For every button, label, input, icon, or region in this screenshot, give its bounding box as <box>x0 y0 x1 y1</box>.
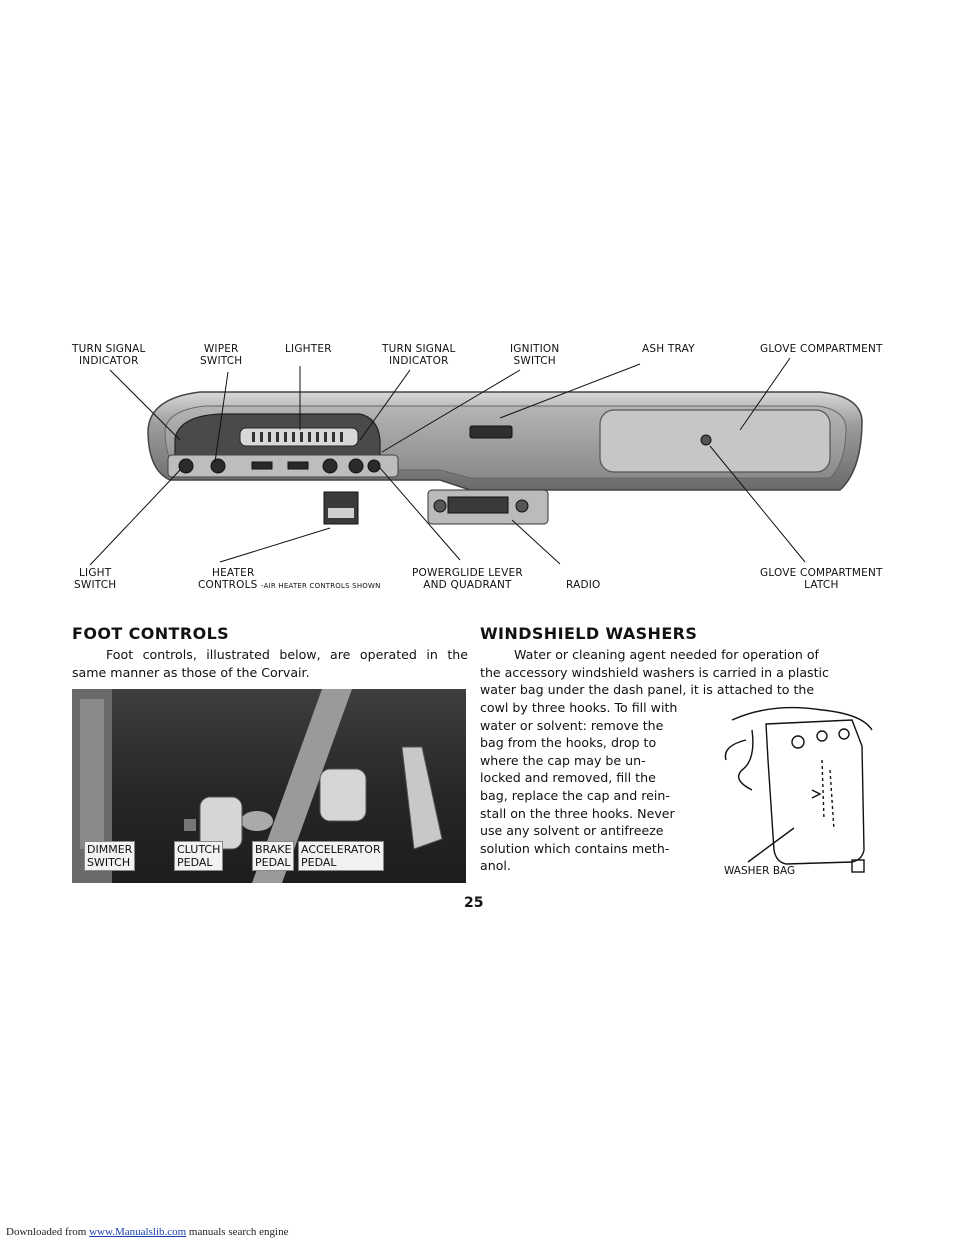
foot-controls-heading: FOOT CONTROLS <box>72 624 230 643</box>
label-line: IGNITION <box>510 343 560 355</box>
washers-line: bag from the hooks, drop to <box>480 735 657 751</box>
label-line: POWERGLIDE LEVER <box>412 567 523 579</box>
label-line: SWITCH <box>200 355 243 367</box>
washer-bag-illustration <box>712 700 888 880</box>
label-line: INDICATOR <box>388 355 449 367</box>
washers-line: anol. <box>480 858 511 874</box>
label-line: LIGHT <box>78 567 112 579</box>
washers-text-full <box>480 646 892 699</box>
label-ash-tray <box>642 343 695 355</box>
label-light-switch <box>74 567 116 591</box>
label-line: SWITCH <box>74 579 117 591</box>
label-line <box>198 579 381 592</box>
tag-line: BRAKE <box>255 843 292 856</box>
accelerator-pedal-tag <box>298 841 384 871</box>
washers-line <box>480 646 892 664</box>
washers-line: stall on the three hooks. Never <box>480 805 675 821</box>
washers-line: water or solvent: remove the <box>480 717 664 733</box>
label-line: HEATER <box>212 567 255 579</box>
label-line: LATCH <box>804 579 839 591</box>
label-note: -AIR HEATER CONTROLS SHOWN <box>261 582 381 590</box>
tag-line: PEDAL <box>255 856 291 869</box>
label-turn-signal-right <box>382 343 456 367</box>
washers-line: bag, replace the cap and rein- <box>480 787 670 803</box>
label-wiper-switch <box>200 343 242 367</box>
foot-controls-text <box>72 646 468 681</box>
label-radio <box>566 579 601 591</box>
label-segment: CONTROLS <box>198 579 258 591</box>
washers-line-text: Water or cleaning agent needed for operation of <box>514 647 819 662</box>
label-line: ASH TRAY <box>642 343 695 355</box>
label-line: LIGHTER <box>285 343 332 355</box>
clutch-pedal-tag <box>174 841 223 871</box>
label-line: RADIO <box>566 579 601 591</box>
washers-line: use any solvent or antifreeze <box>480 823 664 839</box>
foot-controls-photo <box>72 689 466 883</box>
download-suffix: manuals search engine <box>186 1226 289 1238</box>
tag-line: PEDAL <box>177 856 213 869</box>
washers-line: cowl by three hooks. To fill with <box>480 700 678 715</box>
washers-line: where the cap may be un- <box>480 752 646 768</box>
tag-line: CLUTCH <box>177 843 221 856</box>
tag-line: SWITCH <box>87 856 131 869</box>
label-lighter <box>285 343 332 355</box>
label-glove-latch <box>760 567 883 591</box>
label-line: AND QUADRANT <box>423 579 512 591</box>
label-line: TURN SIGNAL <box>72 343 146 355</box>
brake-pedal-tag <box>252 841 294 871</box>
label-ignition-switch <box>510 343 559 367</box>
label-turn-signal-left <box>72 343 146 367</box>
label-powerglide-lever <box>412 567 523 591</box>
download-header <box>6 1226 288 1238</box>
foot-controls-paragraph: Foot controls, illustrated below, are operated in the same manner as those of the Corvair. <box>72 647 468 680</box>
label-heater-controls <box>198 567 381 592</box>
label-line: GLOVE COMPARTMENT <box>760 343 883 355</box>
label-line: TURN SIGNAL <box>382 343 456 355</box>
washers-line: locked and removed, fill the <box>480 770 656 786</box>
washer-bag-label: WASHER BAG <box>724 865 796 877</box>
dimmer-switch-tag <box>84 841 135 871</box>
washers-line: the accessory windshield washers is carried in a plastic <box>480 664 829 680</box>
label-line: WIPER <box>203 343 239 355</box>
label-line: INDICATOR <box>78 355 139 367</box>
washers-line: water bag under the dash panel, it is attached to the <box>480 682 815 698</box>
download-prefix: Downloaded from <box>6 1226 90 1238</box>
manualslib-link[interactable]: www.Manualslib.com <box>89 1226 187 1238</box>
label-glove-compartment <box>760 343 883 355</box>
dashboard-illustration <box>0 0 960 620</box>
windshield-washers-heading: WINDSHIELD WASHERS <box>480 624 698 643</box>
tag-line: DIMMER <box>87 843 133 856</box>
washers-text-narrow <box>480 699 708 875</box>
tag-line: ACCELERATOR <box>301 843 381 856</box>
label-line: GLOVE COMPARTMENT <box>760 567 883 579</box>
tag-line: PEDAL <box>301 856 337 869</box>
page-number: 25 <box>464 895 484 911</box>
washers-line: solution which contains meth- <box>480 840 670 856</box>
label-line: SWITCH <box>513 355 556 367</box>
